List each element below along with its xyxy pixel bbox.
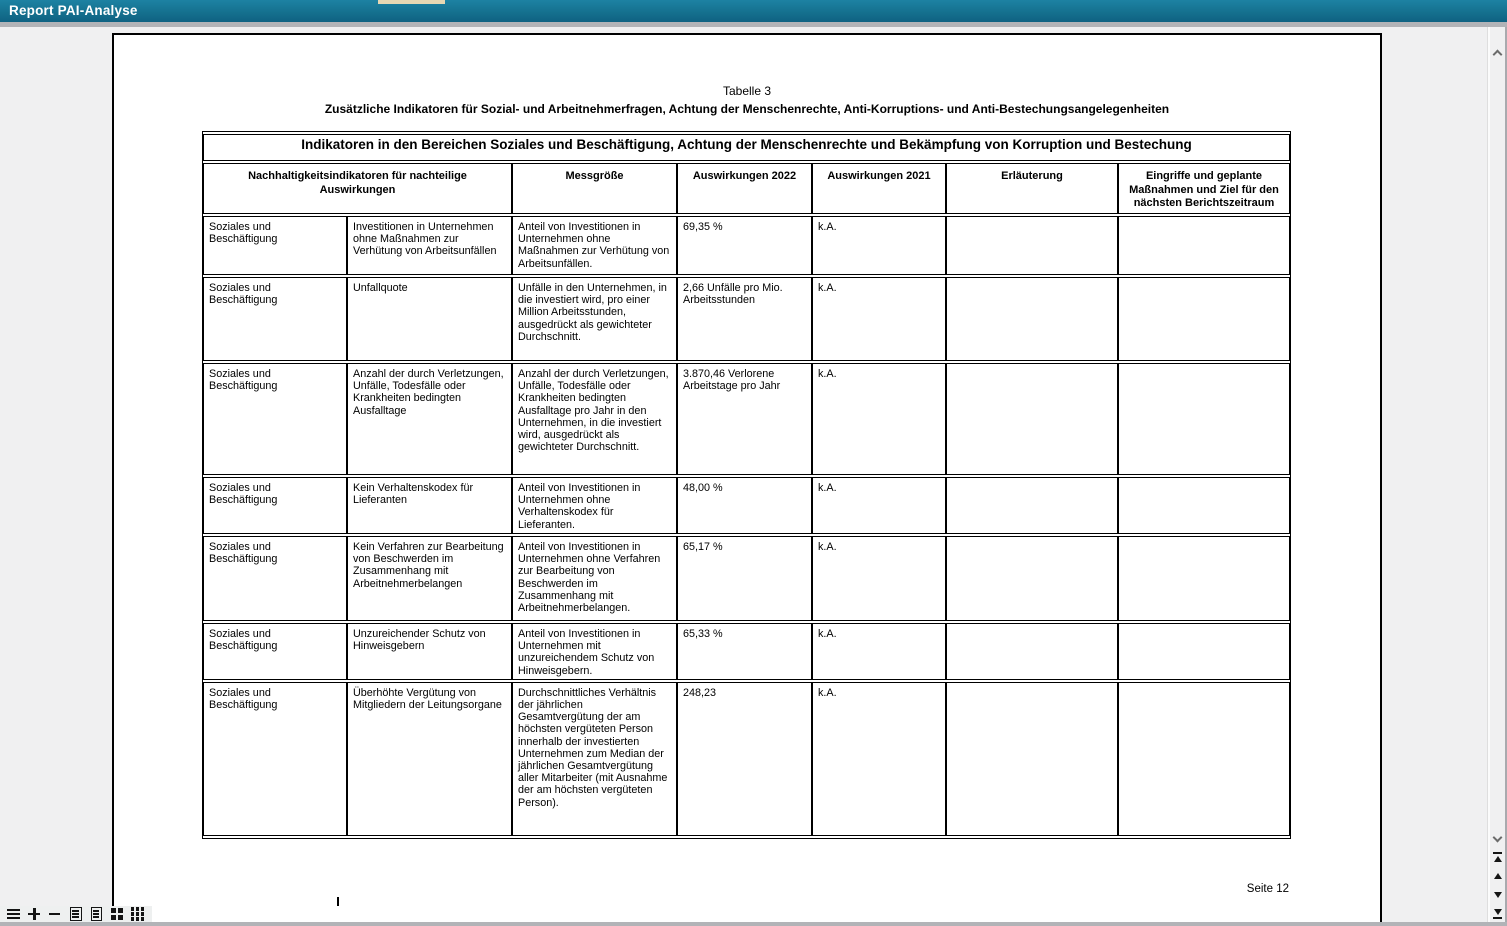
zoom-in-icon[interactable] xyxy=(28,907,41,921)
table-cell xyxy=(946,277,1118,361)
table-cell: k.A. xyxy=(812,623,946,680)
vertical-scrollbar[interactable] xyxy=(1488,27,1505,922)
next-page-icon[interactable] xyxy=(1490,887,1505,903)
table-cell: 248,23 xyxy=(677,682,812,836)
table-row xyxy=(203,682,1290,836)
table-cell: k.A. xyxy=(812,216,946,275)
table-cell: 69,35 % xyxy=(677,216,812,275)
table-cell: Soziales und Beschäftigung xyxy=(203,536,347,621)
table-cell xyxy=(1118,216,1290,275)
table-cell: Unfallquote xyxy=(347,277,512,361)
grid-page-view-icon[interactable] xyxy=(131,907,145,921)
table-cell xyxy=(946,216,1118,275)
table-cell: Anzahl der durch Verletzungen, Unfälle, Todesfälle oder Krankheiten bedingten Ausfalltage pro Jahr in den Unternehmen, in die investiert wird, ausgedrückt als gewichteter Durchschnitt. xyxy=(512,363,677,475)
table-title-row xyxy=(203,134,1290,161)
column-header-indicator: Nachhaltigkeitsindikatoren für nachteilige Auswirkungen xyxy=(203,163,512,214)
table-cell: 48,00 % xyxy=(677,477,812,534)
first-page-icon[interactable] xyxy=(1490,849,1505,865)
table-cell xyxy=(946,682,1118,836)
table-cell xyxy=(946,536,1118,621)
table-header-row xyxy=(203,163,1290,214)
window-titlebar xyxy=(0,0,1507,22)
actual-size-icon[interactable] xyxy=(90,907,103,921)
table-cell: Soziales und Beschäftigung xyxy=(203,477,347,534)
table-cell: 3.870,46 Verlorene Arbeitstage pro Jahr xyxy=(677,363,812,475)
scroll-up-icon[interactable] xyxy=(1490,44,1505,60)
table-number-label: Tabelle 3 xyxy=(722,84,772,98)
table-cell xyxy=(1118,477,1290,534)
table-cell: Anteil von Investitionen in Unternehmen ohne Maßnahmen zur Verhütung von Arbeitsunfällen. xyxy=(512,216,677,275)
table-cell: Kein Verhaltenskodex für Lieferanten xyxy=(347,477,512,534)
table-cell xyxy=(946,477,1118,534)
table-cell xyxy=(946,623,1118,680)
table-cell xyxy=(1118,363,1290,475)
table-row xyxy=(203,216,1290,275)
table-cell: Unzureichender Schutz von Hinweisgebern xyxy=(347,623,512,680)
table-cell: k.A. xyxy=(812,536,946,621)
table-cell: Anteil von Investitionen in Unternehmen ohne Verhaltenskodex für Lieferanten. xyxy=(512,477,677,534)
table-cell xyxy=(1118,536,1290,621)
table-cell: Unfälle in den Unternehmen, in die investiert wird, pro einer Million Arbeitsstunden, ausgedrückt als gewichteter Durchschnitt. xyxy=(512,277,677,361)
table-body xyxy=(203,216,1290,836)
table-cell: Anteil von Investitionen in Unternehmen ohne Verfahren zur Bearbeitung von Beschwerden im Zusammenhang mit Arbeitnehmerbelangen. xyxy=(512,536,677,621)
zoom-out-icon[interactable] xyxy=(48,907,61,921)
table-cell: 65,33 % xyxy=(677,623,812,680)
titlebar-accent-strip xyxy=(378,0,445,4)
table-cell: k.A. xyxy=(812,363,946,475)
column-header-messgroesse: Messgröße xyxy=(512,163,677,214)
multi-page-view-icon[interactable] xyxy=(110,907,123,921)
table-cell: Investitionen in Unternehmen ohne Maßnahmen zur Verhütung von Arbeitsunfällen xyxy=(347,216,512,275)
table-cell: Kein Verfahren zur Bearbeitung von Beschwerden im Zusammenhang mit Arbeitnehmerbelangen xyxy=(347,536,512,621)
table-cell xyxy=(1118,277,1290,361)
table-cell xyxy=(1118,623,1290,680)
scroll-down-icon[interactable] xyxy=(1490,831,1505,847)
table-cell: Durchschnittliches Verhältnis der jährlichen Gesamtvergütung der am höchsten vergüteten Person innerhalb der investierten Unternehmen zum Median der jährlichen Gesamtvergütung aller Mitarbeiter (mit Ausnahme der am höchsten vergüteten Person). xyxy=(512,682,677,836)
last-page-icon[interactable] xyxy=(1490,906,1505,922)
table-row xyxy=(203,477,1290,534)
table-row xyxy=(203,277,1290,361)
table-cell: Anteil von Investitionen in Unternehmen mit unzureichendem Schutz von Hinweisgebern. xyxy=(512,623,677,680)
window-title: Report PAI-Analyse xyxy=(9,3,138,18)
table-cell: Soziales und Beschäftigung xyxy=(203,682,347,836)
table-cell: Anzahl der durch Verletzungen, Unfälle, Todesfälle oder Krankheiten bedingten Ausfalltage xyxy=(347,363,512,475)
indicator-table-frame xyxy=(202,131,1291,839)
menu-icon[interactable] xyxy=(7,907,20,921)
table-cell: Soziales und Beschäftigung xyxy=(203,216,347,275)
text-caret xyxy=(337,897,339,906)
table-cell: 65,17 % xyxy=(677,536,812,621)
table-cell: Soziales und Beschäftigung xyxy=(203,363,347,475)
column-header-erlaeuterung: Erläuterung xyxy=(946,163,1118,214)
column-header-massnahmen: Eingriffe und geplante Maßnahmen und Ziel für den nächsten Berichtszeitraum xyxy=(1118,163,1290,214)
table-cell: 2,66 Unfälle pro Mio. Arbeitsstunden xyxy=(677,277,812,361)
column-header-auswirkungen-2022: Auswirkungen 2022 xyxy=(677,163,812,214)
table-cell: k.A. xyxy=(812,477,946,534)
viewer-toolbar xyxy=(0,906,152,922)
indicator-table xyxy=(203,132,1290,838)
table-cell xyxy=(946,363,1118,475)
report-page xyxy=(112,33,1382,922)
table-cell: k.A. xyxy=(812,682,946,836)
table-cell: Soziales und Beschäftigung xyxy=(203,623,347,680)
page-number: Seite 12 xyxy=(1246,883,1289,895)
fit-page-icon[interactable] xyxy=(69,907,82,921)
table-cell: Überhöhte Vergütung von Mitgliedern der Leitungsorgane xyxy=(347,682,512,836)
table-row xyxy=(203,363,1290,475)
table-row xyxy=(203,536,1290,621)
column-header-auswirkungen-2021: Auswirkungen 2021 xyxy=(812,163,946,214)
report-viewer-workspace xyxy=(0,27,1505,922)
table-cell: k.A. xyxy=(812,277,946,361)
window-bottom-border xyxy=(0,922,1507,926)
table-title: Indikatoren in den Bereichen Soziales und Beschäftigung, Achtung der Menschenrechte und Bekämpfung von Korruption und Bestechung xyxy=(203,134,1290,161)
table-cell: Soziales und Beschäftigung xyxy=(203,277,347,361)
table-subtitle: Zusätzliche Indikatoren für Sozial- und Arbeitnehmerfragen, Achtung der Menschenrechte, Anti-Korruptions- und Anti-Bestechungsangelegenheiten xyxy=(324,102,1170,116)
previous-page-icon[interactable] xyxy=(1490,868,1505,884)
table-row xyxy=(203,623,1290,680)
table-cell xyxy=(1118,682,1290,836)
